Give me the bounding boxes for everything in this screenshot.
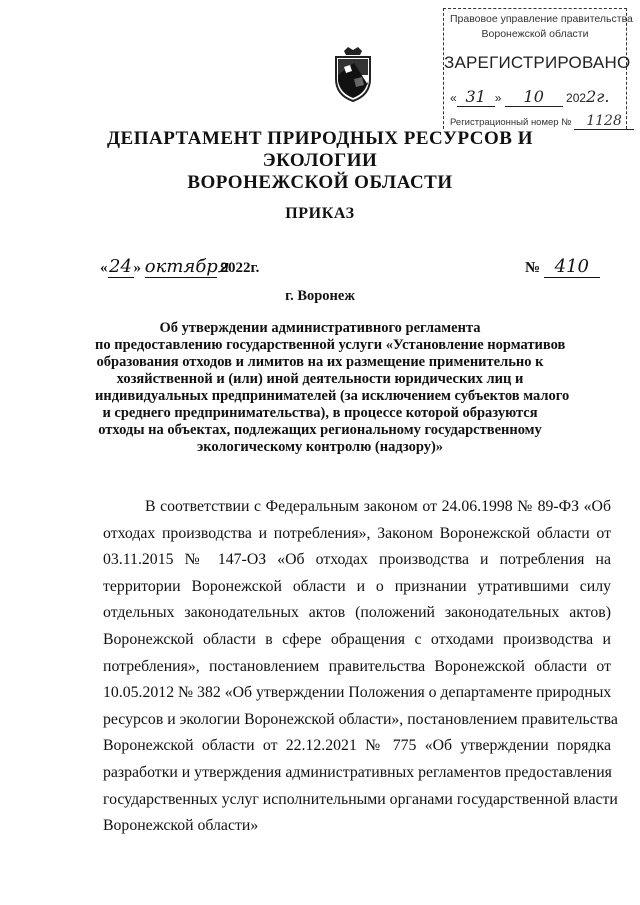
title-line: и среднего предпринимательства), в процессе которой образуются [102, 405, 538, 421]
department-heading [60, 128, 580, 194]
order-month: октября [144, 256, 230, 277]
body-line: отдельных законодательных актов (положений законодательных актов) [103, 604, 611, 622]
stamp-year-prefix: 202 [566, 91, 587, 105]
stamp-year-suffix: 2г. [586, 87, 610, 106]
stamp-month: 10 [505, 87, 563, 107]
title-line: хозяйственной и (или) иной деятельности юридических лиц и [116, 371, 524, 387]
stamp-region: Воронежской области [481, 28, 589, 40]
body-line: разработки и утверждения административных регламентов предоставления [103, 763, 612, 781]
body-line: государственных услуг исполнительными органами государственной власти [103, 790, 618, 808]
body-line: 03.11.2015 № 147-ОЗ «Об отходах производства и потребления на [103, 551, 611, 569]
stamp-reg-number: 1128 [574, 113, 634, 130]
body-line: Воронежской области» [103, 817, 259, 835]
order-date: «24 » октября 2022г. [100, 256, 260, 277]
body-line: 10.05.2012 № 382 «Об утверждении Положения о департаменте природных [103, 684, 612, 702]
body-line: потребления», постановлением правительства Воронежской области от [103, 657, 611, 675]
order-number-label: № [525, 260, 541, 276]
registration-stamp [443, 8, 633, 129]
stamp-registered: ЗАРЕГИСТРИРОВАНО [444, 53, 631, 72]
title-line: индивидуальных предпринимателей (за исключением субъектов малого [95, 388, 570, 404]
body-line: В соответствии с Федеральным законом от 24.06.1998 № 89-ФЗ «Об [145, 498, 611, 515]
order-title [95, 320, 570, 456]
department-line-1: ДЕПАРТАМЕНТ ПРИРОДНЫХ РЕСУРСОВ И ЭКОЛОГИИ [106, 128, 534, 171]
order-year: 2022г. [220, 260, 260, 276]
body-paragraph [103, 494, 618, 840]
title-line: по предоставлению государственной услуги «Установление нормативов [95, 337, 566, 353]
coat-of-arms-icon [330, 45, 376, 103]
department-line-2: ВОРОНЕЖСКОЙ ОБЛАСТИ [187, 172, 453, 193]
order-number-line [525, 256, 600, 278]
title-line: Об утверждении административного регламента [159, 320, 481, 336]
order-city: г. Воронеж [285, 288, 355, 304]
body-line: отходах производства и потребления», Законом Воронежской области от [103, 524, 611, 542]
stamp-day: 31 [457, 87, 495, 107]
stamp-reg-label: Регистрационный номер № [450, 117, 572, 128]
body-line: ресурсов и экологии Воронежской области», постановлением правительства [103, 710, 618, 728]
document-type: ПРИКАЗ [285, 205, 355, 222]
body-line: Воронежской области в сфере обращения с отходами производства и [103, 630, 611, 648]
body-line: Воронежской области от 22.12.2021 № 775 «Об утверждении порядка [103, 737, 611, 755]
stamp-date: « 31 » 10 2022г. [450, 87, 610, 106]
title-line: экологическому контролю (надзору)» [196, 439, 444, 455]
order-number: 410 [544, 256, 600, 278]
stamp-authority: Правовое управление правительства [450, 13, 633, 25]
body-line: территории Воронежской области и о признании утратившими силу [103, 577, 611, 595]
title-line: отходы на объектах, подлежащих региональному государственному [98, 422, 542, 438]
order-day: 24 [109, 256, 132, 277]
title-line: образования отходов и лимитов на их размещение применительно к [96, 354, 544, 370]
